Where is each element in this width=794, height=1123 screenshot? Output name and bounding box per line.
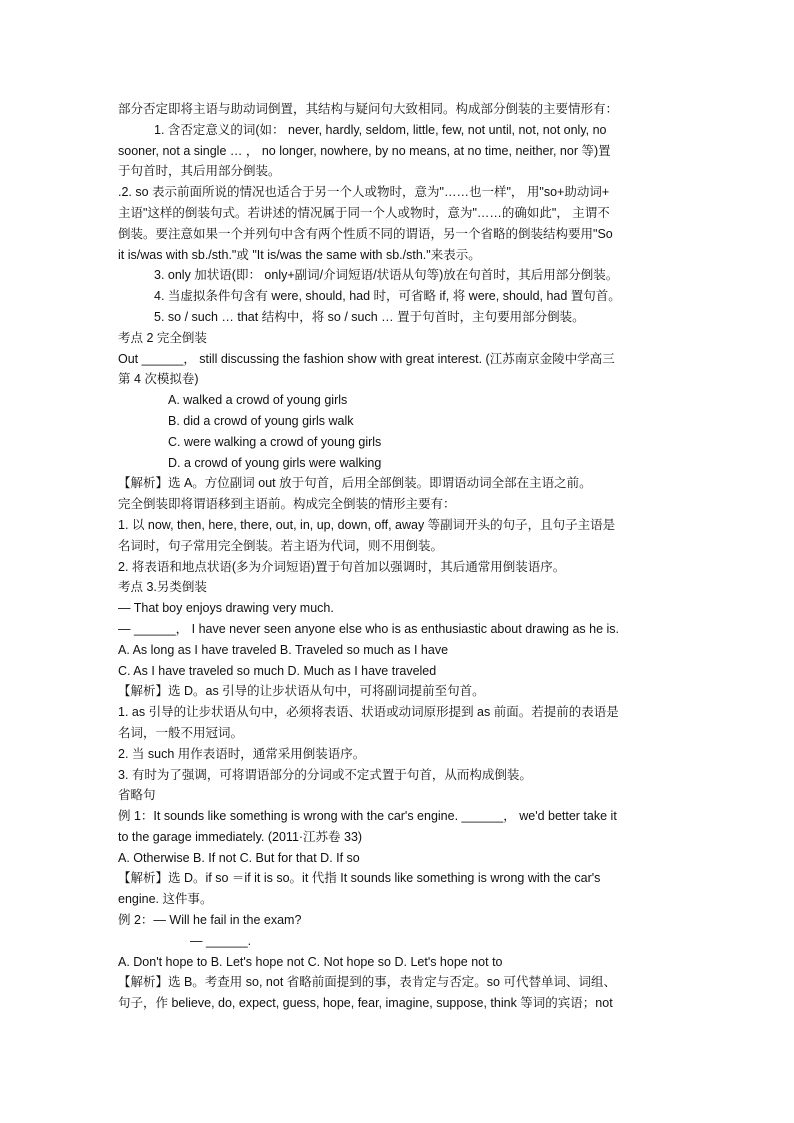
text-line: A. As long as I have traveled B. Traveled so much as I have	[118, 642, 449, 657]
text-line: 部分否定即将主语与助动词倒置，其结构与疑问句大致相同。构成部分倒装的主要情形有：	[118, 102, 619, 116]
text-line: 1. as 引导的让步状语从句中，必须将表语、状语或动词原形提到 as 前面。若提前的表语是	[118, 705, 619, 720]
text-line: 考点 3.另类倒装	[118, 580, 207, 595]
text-line: A. Don't hope to B. Let's hope not C. Not hope so D. Let's hope not to	[118, 954, 503, 969]
text-line: 【解析】选 D。as 引导的让步状语从句中，可将副词提前至句首。	[118, 684, 485, 699]
text-line: D. a crowd of young girls were walking	[168, 455, 382, 470]
text-line: 2. 当 such 用作表语时，通常采用倒装语序。	[118, 746, 366, 761]
text-line: — ______.	[190, 933, 252, 948]
text-line: 1. 含否定意义的词(如： never, hardly, seldom, little, few, not until, not, not only, no	[154, 122, 607, 137]
text-line: 【解析】选 A。方位副词 out 放于句首，后用全部倒装。即谓语动词全部在主语之前。	[118, 476, 592, 491]
text-line: 3. only 加状语(即： only+副词/介词短语/状语从句等)放在句首时，其后用部分倒装。	[154, 268, 619, 283]
text-line: 【解析】选 B。考查用 so, not 省略前面提到的事，表肯定与否定。so 可代替单词、词组、	[118, 975, 616, 990]
document-body	[118, 99, 688, 1014]
text-line: 名词，一般不用冠词。	[118, 725, 244, 740]
text-line: 考点 2 完全倒装	[118, 330, 207, 345]
text-line: 4. 当虚拟条件句含有 were, should, had 时，可省略 if, 将 were, should, had 置句首。	[154, 289, 621, 304]
text-line: 于句首时，其后用部分倒装。	[118, 164, 281, 179]
text-line: 【解析】选 D。if so ＝if it is so。it 代指 It sounds like something is wrong with the car's	[118, 871, 601, 886]
text-line: sooner, not a single … ， no longer, nowhere, by no means, at no time, neither, nor 等)置	[118, 143, 611, 158]
text-line: 句子，作 believe, do, expect, guess, hope, fear, imagine, suppose, think 等词的宾语；not	[118, 996, 613, 1011]
text-line: B. did a crowd of young girls walk	[168, 413, 354, 428]
text-line: 主语"这样的倒装句式。若讲述的情况属于同一个人或物时，意为"……的确如此"， 主谓不	[118, 205, 610, 220]
text-line: — ______， I have never seen anyone else who is as enthusiastic about drawing as he is.	[118, 621, 620, 636]
text-line: 名词时，句子常用完全倒装。若主语为代词，则不用倒装。	[118, 538, 444, 553]
text-line: 3. 有时为了强调，可将谓语部分的分词或不定式置于句首，从而构成倒装。	[118, 767, 532, 782]
text-line: it is/was with sb./sth."或 "It is/was the same with sb./sth."来表示。	[118, 247, 481, 262]
text-line: C. As I have traveled so much D. Much as I have traveled	[118, 663, 437, 678]
text-line: A. walked a crowd of young girls	[168, 393, 348, 408]
text-line: 倒装。要注意如果一个并列句中含有两个性质不同的谓语，另一个省略的倒装结构要用"So	[118, 226, 613, 241]
text-line: A. Otherwise B. If not C. But for that D. If so	[118, 850, 360, 865]
text-line: 例 2：— Will he fail in the exam?	[118, 913, 302, 928]
text-line: 例 1：It sounds like something is wrong with the car's engine. ______， we'd better take it	[118, 809, 617, 824]
text-line: engine. 这件事。	[118, 892, 213, 907]
text-line: .2. so 表示前面所说的情况也适合于另一个人或物时，意为"……也一样"， 用"so+助动词+	[118, 185, 610, 200]
text-line: — That boy enjoys drawing very much.	[118, 601, 334, 616]
text-line: to the garage immediately. (2011·江苏卷 33)	[118, 829, 363, 844]
text-line: 2. 将表语和地点状语(多为介词短语)置于句首加以强调时，其后通常用倒装语序。	[118, 559, 566, 574]
text-line: 第 4 次模拟卷)	[118, 372, 199, 387]
text-line: 完全倒装即将谓语移到主语前。构成完全倒装的情形主要有：	[118, 497, 456, 512]
text-line: 1. 以 now, then, here, there, out, in, up, down, off, away 等副词开头的句子，且句子主语是	[118, 517, 616, 532]
text-line: 5. so / such … that 结构中，将 so / such … 置于句首时，主句要用部分倒装。	[154, 309, 585, 324]
text-line: C. were walking a crowd of young girls	[168, 434, 382, 449]
text-line: 省略句	[118, 788, 156, 803]
text-line: Out ______， still discussing the fashion show with great interest. (江苏南京金陵中学高三	[118, 351, 615, 366]
